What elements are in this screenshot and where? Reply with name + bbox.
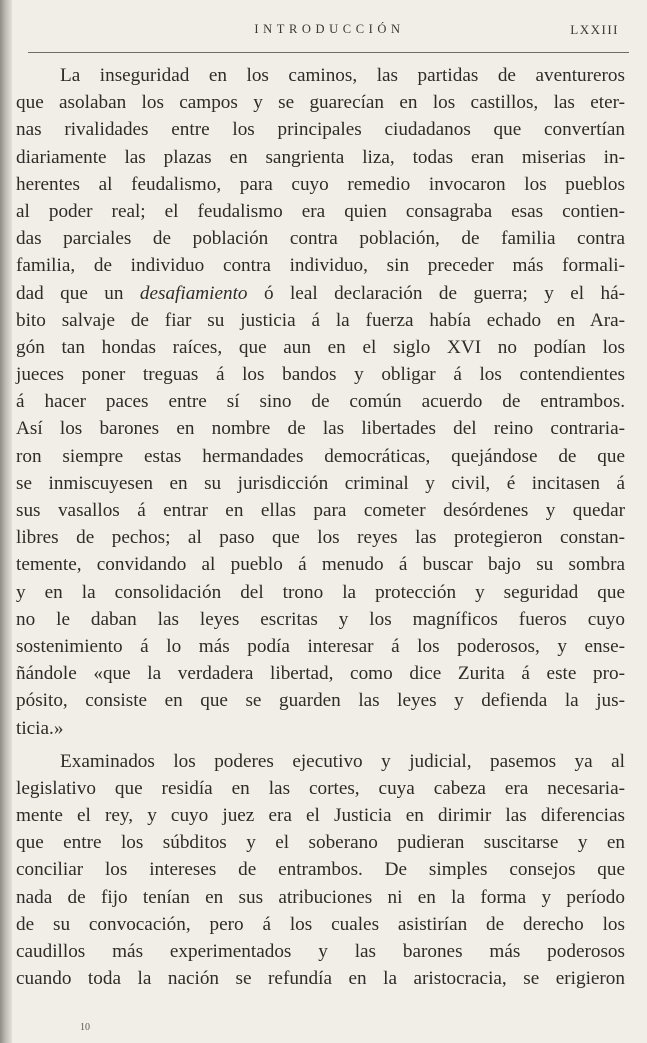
printer-signature-mark: 10 (80, 1022, 90, 1033)
text-line: que asolaban los campos y se guarecían en los castillos, las eter- (16, 92, 625, 114)
text-line: á hacer paces entre sí sino de común acuerdo de entrambos. (16, 391, 625, 413)
text-line: se inmiscuyesen en su jurisdicción criminal y civil, é incitasen á (16, 472, 625, 494)
text-line: temente, convidando al pueblo á menudo á buscar bajo su sombra (16, 554, 625, 576)
text-line: Examinados los poderes ejecutivo y judicial, pasemos ya al (60, 750, 625, 772)
page-number-roman: LXXIII (570, 22, 619, 37)
text-line: Así los barones en nombre de las libertades del reino contraria- (16, 418, 625, 440)
text-line: pósito, consiste en que se guarden las leyes y defienda la jus- (16, 690, 625, 712)
page-binding-shadow (0, 0, 12, 1043)
text-line: cuando toda la nación se refundía en la aristocracia, se erigieron (16, 968, 625, 990)
text-line: bito salvaje de fiar su justicia á la fuerza había echado en Ara- (16, 309, 625, 331)
text-line: gón tan hondas raíces, que aun en el siglo XVI no podían los (16, 336, 625, 358)
text-line: diariamente las plazas en sangrienta liza, todas eran miserias in- (16, 146, 625, 168)
text-line: jueces poner treguas á los bandos y obligar á los contendientes (16, 364, 625, 386)
text-line: sus vasallos á entrar en ellas para cometer desórdenes y quedar (16, 500, 625, 521)
text-line: sostenimiento á lo más podía interesar á los poderosos, y ense- (16, 635, 625, 657)
text-line: que entre los súbditos y el soberano pudieran suscitarse y en (16, 832, 625, 854)
text-line: legislativo que residía en las cortes, cuya cabeza era necesaria- (16, 777, 625, 799)
text-line: herentes al feudalismo, para cuyo remedio invocaron los pueblos (16, 173, 625, 195)
paragraph-1 (16, 62, 625, 742)
text-line: y en la consolidación del trono la protección y seguridad que (16, 581, 625, 603)
text-line: familia, de individuo contra individuo, sin preceder más formali- (16, 255, 625, 277)
body-text (16, 62, 625, 992)
text-line: conciliar los intereses de entrambos. De simples consejos que (16, 859, 625, 881)
text-line: das parciales de población contra población, de familia contra (16, 228, 625, 250)
text-line: nas rivalidades entre los principales ciudadanos que convertían (16, 119, 625, 141)
text-line: mente el rey, y cuyo juez era el Justicia en dirimir las diferencias (16, 805, 625, 827)
running-head-title: INTRODUCCIÓN (254, 22, 405, 36)
text-line: ñándole «que la verdadera libertad, como dice Zurita á este pro- (16, 663, 625, 685)
header-rule (28, 52, 629, 53)
text-line: al poder real; el feudalismo era quien consagraba esas contien- (16, 200, 625, 222)
text-line: ron siempre estas hermandades democráticas, quejándose de que (16, 445, 625, 467)
text-fragment: ó leal declaración de guerra; y el há- (247, 282, 625, 304)
text-line: no le daban las leyes escritas y los magníficos fueros cuyo (16, 608, 625, 630)
text-line: de su convocación, pero á los cuales asistirían de derecho los (16, 913, 625, 935)
text-line: caudillos más experimentados y las barones más poderosos (16, 941, 625, 962)
text-line: libres de pechos; al paso que los reyes las protegieron constan- (16, 527, 625, 549)
text-line: La inseguridad en los caminos, las partidas de aventureros (60, 65, 625, 86)
running-head (26, 22, 633, 44)
text-fragment: dad que un (16, 282, 140, 304)
text-line (16, 280, 625, 307)
text-line: nada de fijo tenían en sus atribuciones ni en la forma y período (16, 886, 625, 908)
italic-term: desafiamiento (139, 282, 248, 304)
paragraph-2 (16, 748, 625, 993)
text-line: ticia.» (16, 717, 64, 739)
